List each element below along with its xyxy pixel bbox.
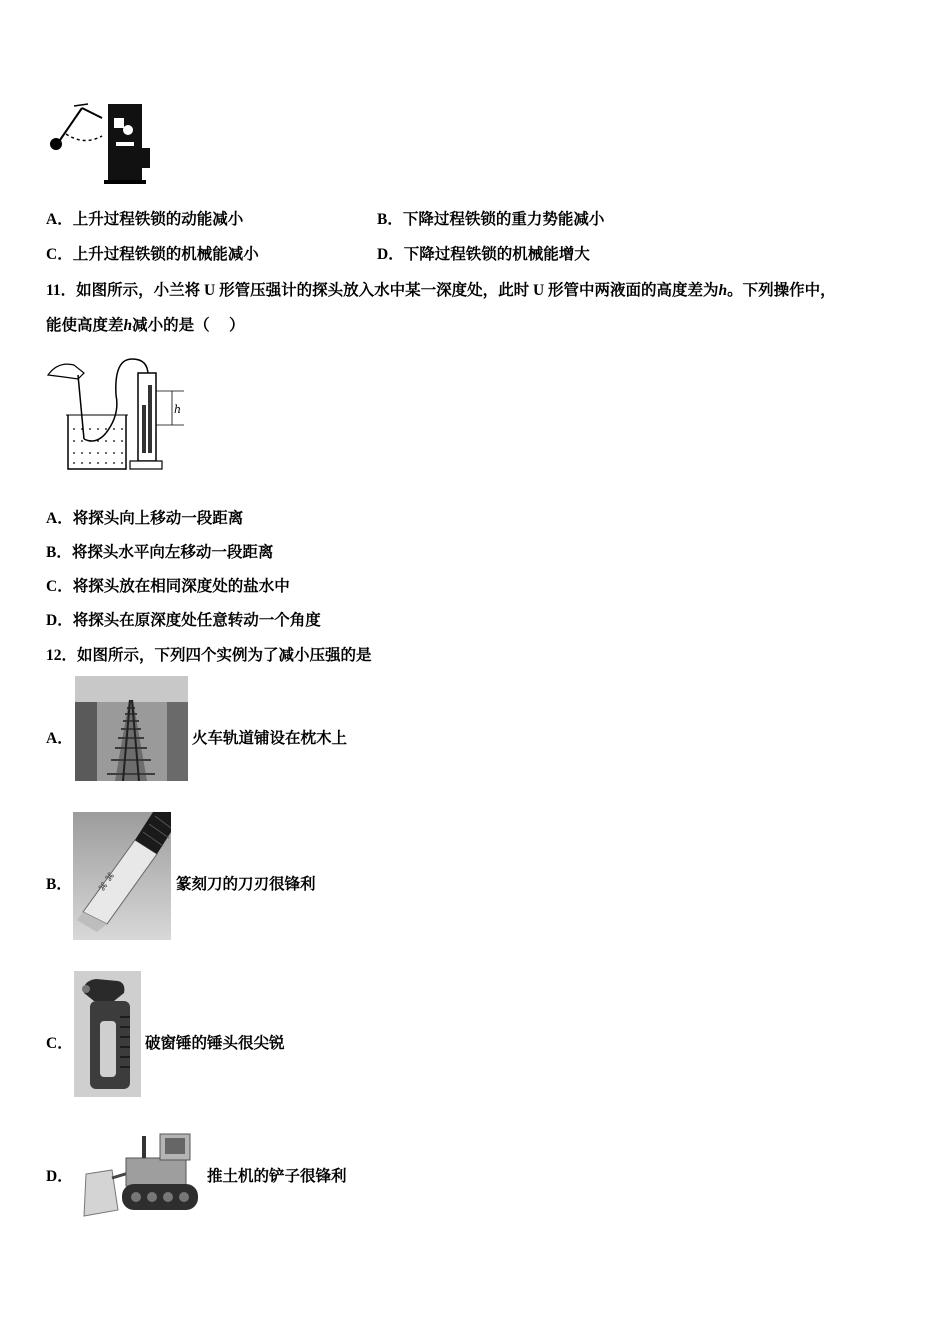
q10-option-d: D．下降过程铁锁的机械能增大 xyxy=(377,246,590,263)
q11-option-d: D．将探头在原深度处任意转动一个角度 xyxy=(46,612,321,629)
q11-stem-line2-post: 减小的是（ ） xyxy=(132,317,245,334)
q11-option-b: B．将探头水平向左移动一段距离 xyxy=(46,544,274,561)
svg-text:⌘ ⌘: ⌘ ⌘ xyxy=(97,870,118,894)
q12-option-c-letter: C． xyxy=(46,1035,73,1052)
q11-stem-line2 xyxy=(46,316,245,336)
q12-option-d-text: 推土机的铲子很锋利 xyxy=(207,1168,347,1185)
q11-stem-line1-pre: 11．如图所示，小兰将 U 形管压强计的探头放入水中某一深度处，此时 U 形管中两液面的高度差为 xyxy=(46,282,719,299)
q12-option-c-text: 破窗锤的锤头很尖锐 xyxy=(145,1035,285,1052)
q12-option-b-letter: B． xyxy=(46,876,72,893)
q12-option-d-letter: D． xyxy=(46,1168,73,1185)
q10-option-a: A．上升过程铁锁的动能减小 xyxy=(46,211,244,228)
railroad-track-photo xyxy=(75,676,188,781)
manometer-h-label: h xyxy=(174,403,182,416)
q11-stem-line1 xyxy=(46,281,836,301)
pendulum-lock-figure xyxy=(44,98,154,186)
q11-stem-line1-post: 。下列操作中， xyxy=(727,282,836,299)
q11-stem-h: h xyxy=(718,282,728,299)
q11-option-a: A．将探头向上移动一段距离 xyxy=(46,510,244,527)
window-hammer-photo xyxy=(74,971,141,1097)
q12-option-b-text: 篆刻刀的刀刃很锋利 xyxy=(176,876,316,893)
bulldozer-photo xyxy=(82,1128,202,1218)
q10-option-c: C．上升过程铁锁的机械能减小 xyxy=(46,246,259,263)
q11-option-c: C．将探头放在相同深度处的盐水中 xyxy=(46,578,290,595)
manometer-figure xyxy=(44,355,194,475)
q11-stem-line2-pre: 能使高度差 xyxy=(46,317,124,334)
q12-option-a-letter: A． xyxy=(46,730,73,747)
q12-stem: 12．如图所示，下列四个实例为了减小压强的是 xyxy=(46,647,372,664)
q11-stem-line2-h: h xyxy=(123,317,133,334)
q10-option-b: B．下降过程铁锁的重力势能减小 xyxy=(377,211,605,228)
carving-knife-photo xyxy=(73,812,171,940)
q12-option-a-text: 火车轨道铺设在枕木上 xyxy=(192,730,348,747)
